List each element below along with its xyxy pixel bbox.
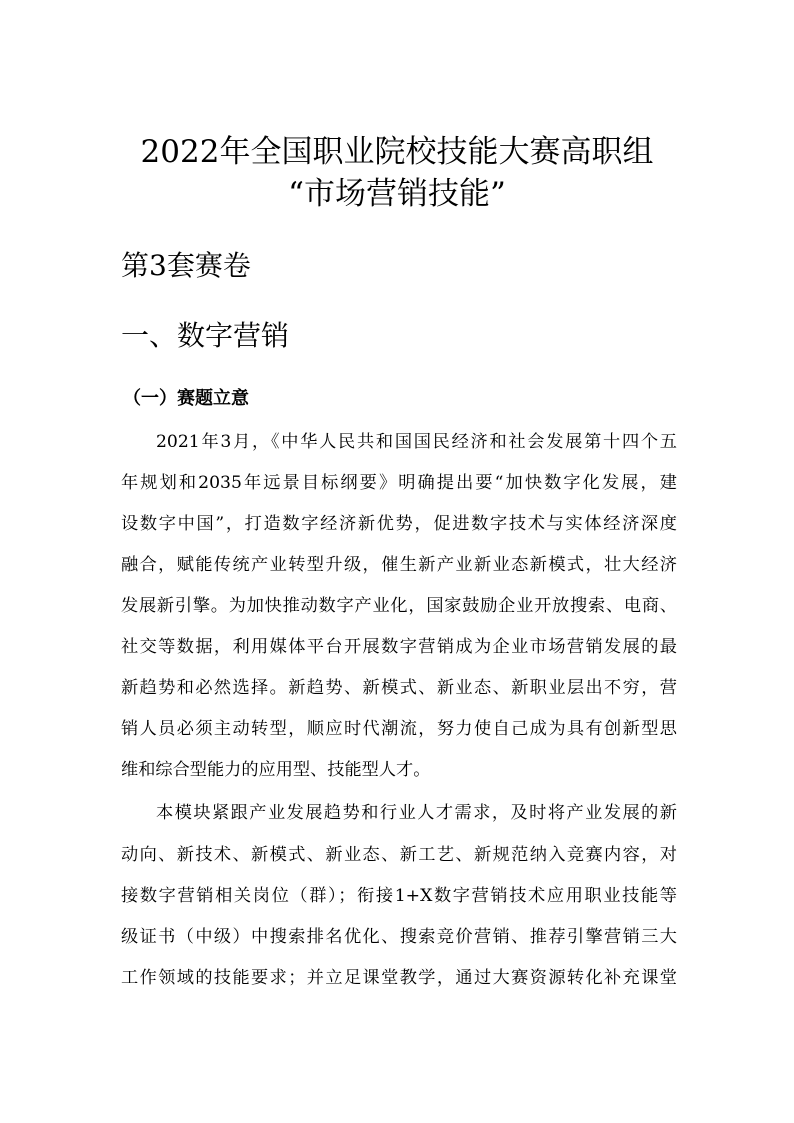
- document-title-line-2: “市场营销技能”: [288, 176, 506, 212]
- paragraph-1-line: 销人员必须主动转型，顺应时代潮流，努力使自己成为具有创新型思: [121, 719, 677, 739]
- paragraph-1-line: 2021年3月，《中华人民共和国国民经济和社会发展第十四个五: [156, 432, 677, 452]
- paragraph-2-line: 级证书（中级）中搜索排名优化、搜索竞价营销、推荐引擎营销三大: [121, 927, 677, 947]
- set-heading: 第3套赛卷: [121, 249, 251, 282]
- paragraph-2-line: 本模块紧跟产业发展趋势和行业人才需求，及时将产业发展的新: [156, 803, 677, 823]
- paragraph-2-line: 工作领域的技能要求；并立足课堂教学，通过大赛资源转化补充课堂: [121, 968, 677, 988]
- paragraph-1-line: 维和综合型能力的应用型、技能型人才。: [121, 760, 431, 780]
- paragraph-1-line: 社交等数据，利用媒体平台开展数字营销成为企业市场营销发展的最: [121, 637, 677, 657]
- paragraph-1-line: 新趋势和必然选择。新趋势、新模式、新业态、新职业层出不穷，营: [121, 678, 677, 698]
- paragraph-1-line: 融合，赋能传统产业转型升级，催生新产业新业态新模式，壮大经济: [121, 555, 677, 575]
- section-heading: 一、数字营销: [121, 319, 290, 352]
- paragraph-1-line: 设数字中国”，打造数字经济新优势，促进数字技术与实体经济深度: [121, 514, 677, 534]
- paragraph-2-line: 动向、新技术、新模式、新业态、新工艺、新规范纳入竞赛内容，对: [121, 845, 677, 865]
- document-title-line-1: 2022年全国职业院校技能大赛高职组: [140, 134, 654, 170]
- paragraph-1-line: 年规划和2035年远景目标纲要》明确提出要“加快数字化发展，建: [121, 473, 677, 493]
- paragraph-2-line: 接数字营销相关岗位（群）；衔接1+X数字营销技术应用职业技能等: [121, 886, 677, 906]
- subsection-heading: （一）赛题立意: [123, 388, 249, 409]
- paragraph-1-line: 发展新引擎。为加快推动数字产业化，国家鼓励企业开放搜索、电商、: [121, 596, 677, 616]
